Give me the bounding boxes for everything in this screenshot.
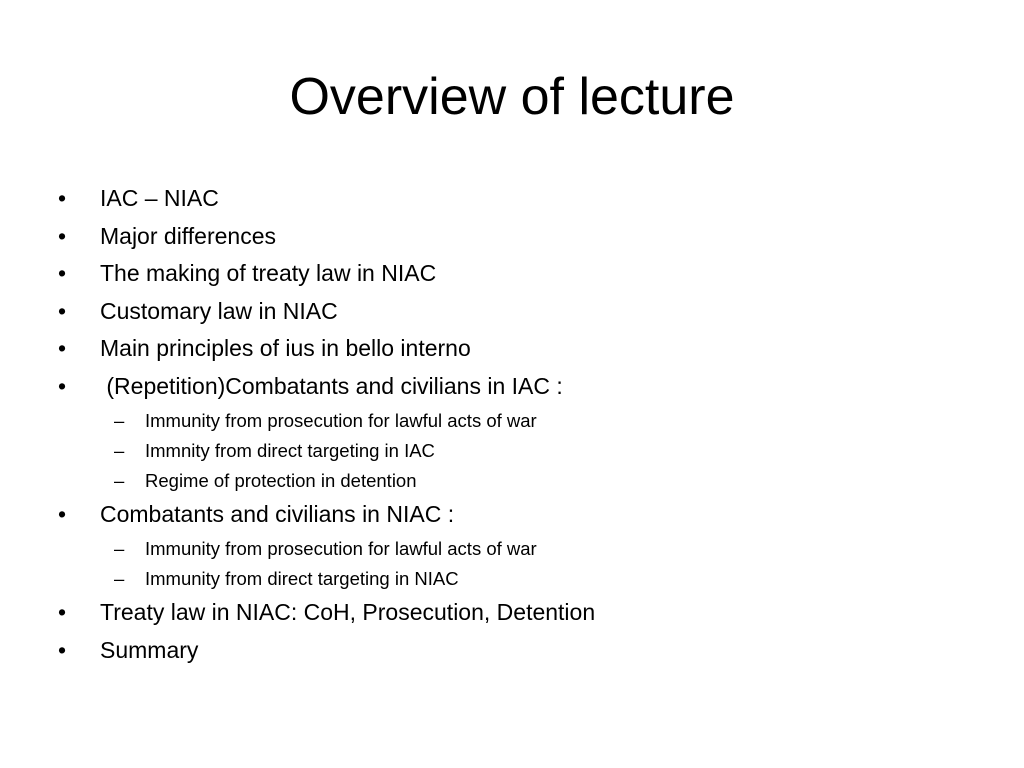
bullet-text: IAC – NIAC (100, 185, 219, 211)
bullet-marker: • (58, 297, 67, 324)
sub-bullet-item (58, 466, 978, 496)
bullet-list (58, 180, 978, 669)
bullet-marker: • (58, 599, 67, 626)
bullet-item (58, 255, 978, 293)
bullet-text: Major differences (100, 222, 276, 249)
slide-title: Overview of lecture (289, 68, 735, 126)
bullet-marker: • (58, 185, 67, 211)
sub-bullet-item (58, 534, 978, 564)
bullet-text: Treaty law in NIAC: CoH, Prosecution, Detention (100, 599, 596, 626)
sub-bullet-item (58, 436, 978, 466)
bullet-marker: • (58, 372, 67, 399)
sub-bullet-item (58, 564, 978, 594)
sub-bullet-text: Immnity from direct targeting in IAC (145, 439, 435, 461)
bullet-text: Customary law in NIAC (100, 297, 338, 324)
bullet-marker: • (58, 222, 67, 249)
bullet-text: Main principles of ius in bello interno (100, 335, 471, 362)
dash-marker: – (114, 469, 125, 491)
dash-marker: – (114, 439, 125, 461)
sub-bullet-item (58, 406, 978, 436)
bullet-marker: • (58, 335, 67, 362)
bullet-text: Combatants and civilians in NIAC : (100, 501, 455, 528)
bullet-marker: • (58, 636, 67, 663)
sub-bullet-text: Regime of protection in detention (145, 469, 417, 491)
bullet-item (58, 293, 978, 331)
sub-bullet-text: Immunity from direct targeting in NIAC (145, 567, 459, 589)
bullet-marker: • (58, 260, 67, 287)
bullet-item (58, 632, 978, 670)
bullet-item (58, 594, 978, 632)
bullet-text: The making of treaty law in NIAC (100, 260, 437, 287)
dash-marker: – (114, 567, 125, 589)
dash-marker: – (114, 537, 125, 559)
bullet-item (58, 368, 978, 406)
bullet-item (58, 496, 978, 534)
bullet-item (58, 180, 978, 218)
sub-bullet-text: Immunity from prosecution for lawful acts of war (145, 537, 537, 559)
bullet-text: Summary (100, 636, 199, 663)
dash-marker: – (114, 409, 125, 431)
sub-bullet-text: Immunity from prosecution for lawful acts of war (145, 409, 537, 431)
bullet-item (58, 218, 978, 256)
bullet-item (58, 330, 978, 368)
bullet-text: (Repetition)Combatants and civilians in IAC : (100, 372, 563, 399)
bullet-marker: • (58, 501, 67, 528)
